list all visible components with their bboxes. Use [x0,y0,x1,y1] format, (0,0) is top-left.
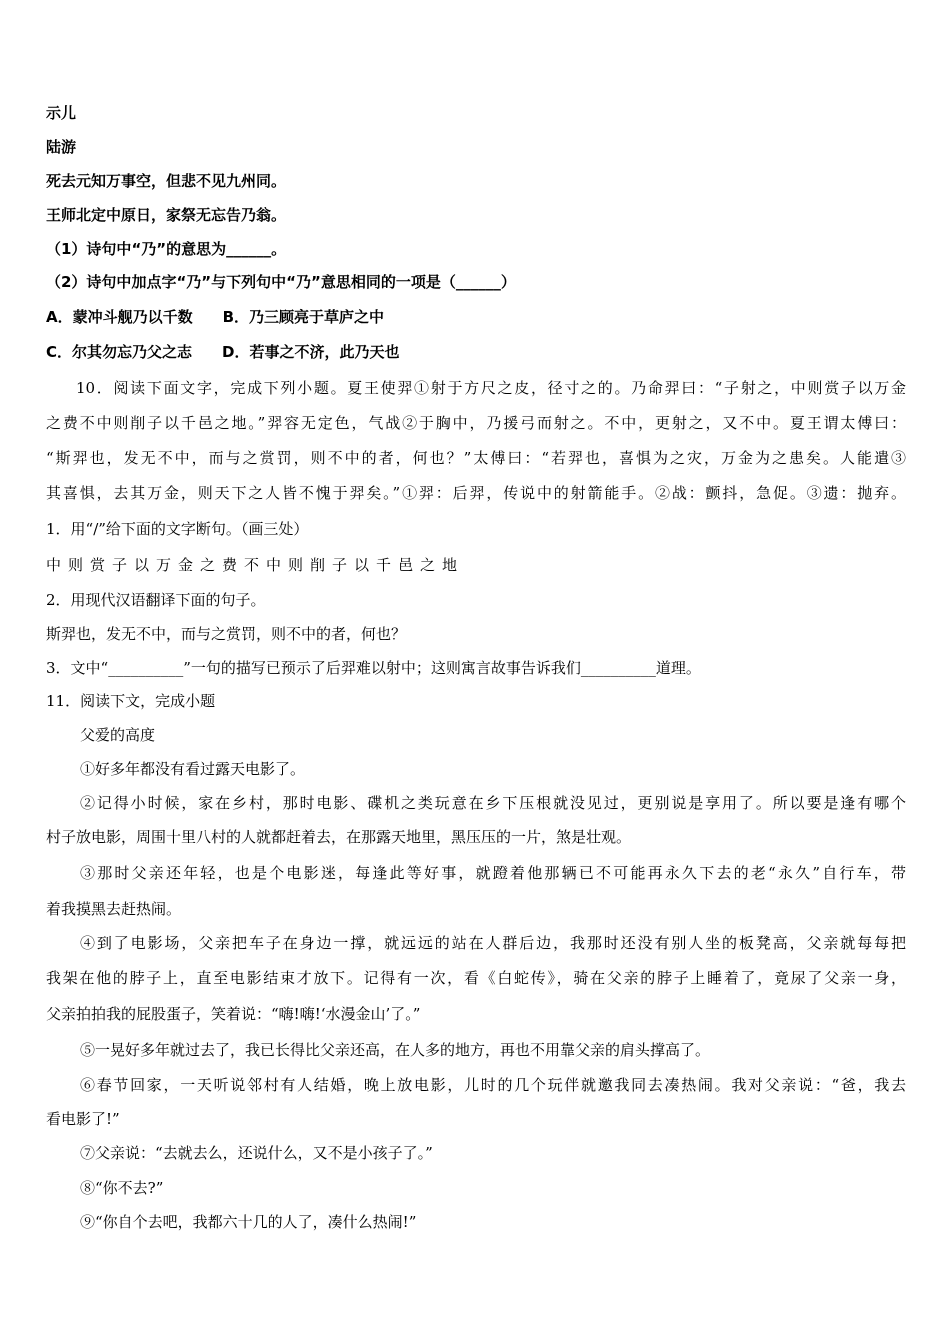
poem-line-2: 王师北定中原日，家祭无忘告乃翁。 [46,206,287,224]
q11-paragraph-7: ⑦父亲说：“去就去么，还说什么，又不是小孩子了。” [80,1144,433,1162]
poem-title: 示儿 [46,104,77,122]
q11-paragraph-6-line-2: 看电影了!” [46,1110,120,1128]
q11-paragraph-1: ①好多年都没有看过露天电影了。 [80,760,306,778]
q10-sub-2-text: 斯羿也，发无不中，而与之赏罚，则不中的者，何也？ [46,625,407,643]
q11-paragraph-4-line-1: ④到了电影场，父亲把车子在身边一撑，就远远的站在人群后边，我那时还没有别人坐的板凳高，父亲就每每把 [80,934,906,952]
q10-sub-1-text: 中则赏子以万金之费不中则削子以千邑之地 [46,556,465,574]
q11-paragraph-8: ⑧“你不去?” [80,1179,164,1197]
q11-paragraph-5: ⑤一晃好多年就过去了，我已长得比父亲还高，在人多的地方，再也不用靠父亲的肩头撑高了。 [80,1041,711,1059]
q10-passage-line-4: 其喜惧，去其万金，则天下之人皆不愧于羿矣。”①羿：后羿，传说中的射箭能手。②战：颤抖，急促。③遗：抛弃。 [46,484,906,502]
q11-paragraph-4-line-3: 父亲拍拍我的屁股蛋子，笑着说：“嗨!嗨!‘水漫金山’了。” [46,1005,421,1023]
q9-sub-question-1: （1）诗句中“乃”的意思为______。 [46,240,287,258]
q11-paragraph-4-line-2: 我架在他的脖子上，直至电影结束才放下。记得有一次，看《白蛇传》，骑在父亲的脖子上睡着了，竟尿了父亲一身， [46,969,906,987]
q11-paragraph-3-line-2: 着我摸黑去赶热闹。 [46,900,182,918]
q11-paragraph-2-line-2: 村子放电影，周围十里八村的人就都赶着去，在那露天地里，黑压压的一片，煞是壮观。 [46,828,632,846]
q9-options-a-b: A．蒙冲斗舰乃以千数 B．乃三顾亮于草庐之中 [46,308,385,326]
q10-passage-line-1: 10．阅读下面文字，完成下列小题。夏王使羿①射于方尺之皮，径寸之的。乃命羿曰：“子射之，中则赏子以万金 [76,379,906,397]
poem-line-1: 死去元知万事空，但悲不见九州同。 [46,172,287,190]
q11-paragraph-3-line-1: ③那时父亲还年轻，也是个电影迷，每逢此等好事，就蹬着他那辆已不可能再永久下去的老“永久”自行车，带 [80,864,906,882]
q10-passage-line-2: 之费不中则削子以千邑之地。”羿容无定色，气战②于胸中，乃援弓而射之。不中，更射之，又不中。夏王谓太傅曰： [46,414,906,432]
q11-prompt: 11．阅读下文，完成小题 [46,692,216,710]
poem-author: 陆游 [46,138,77,156]
q11-paragraph-6-line-1: ⑥春节回家，一天听说邻村有人结婚，晚上放电影，儿时的几个玩伴就邀我同去凑热闹。我对父亲说：“爸，我去 [80,1076,906,1094]
q11-paragraph-2-line-1: ②记得小时候，家在乡村，那时电影、碟机之类玩意在乡下压根就没见过，更别说是享用了。所以要是逢有哪个 [80,794,906,812]
q9-sub-question-2: （2）诗句中加点字“乃”与下列句中“乃”意思相同的一项是（______） [46,273,516,291]
q11-paragraph-9: ⑨“你自个去吧，我都六十几的人了，凑什么热闹!” [80,1213,417,1231]
q10-sub-3: 3．文中“__________”一句的描写已预示了后羿难以射中；这则寓言故事告诉我们__________道理。 [46,659,701,677]
q10-passage-line-3: “斯羿也，发无不中，而与之赏罚，则不中的者，何也？”太傅曰：“若羿也，喜惧为之灾，万金为之患矣。人能遣③ [46,449,906,467]
q9-options-c-d: C．尔其勿忘乃父之志 D．若事之不济，此乃天也 [46,343,400,361]
q10-sub-1-prompt: 1．用“/”给下面的文字断句。（画三处） [46,520,309,538]
q11-article-title: 父爱的高度 [80,726,156,744]
q10-sub-2-prompt: 2．用现代汉语翻译下面的句子。 [46,591,266,609]
